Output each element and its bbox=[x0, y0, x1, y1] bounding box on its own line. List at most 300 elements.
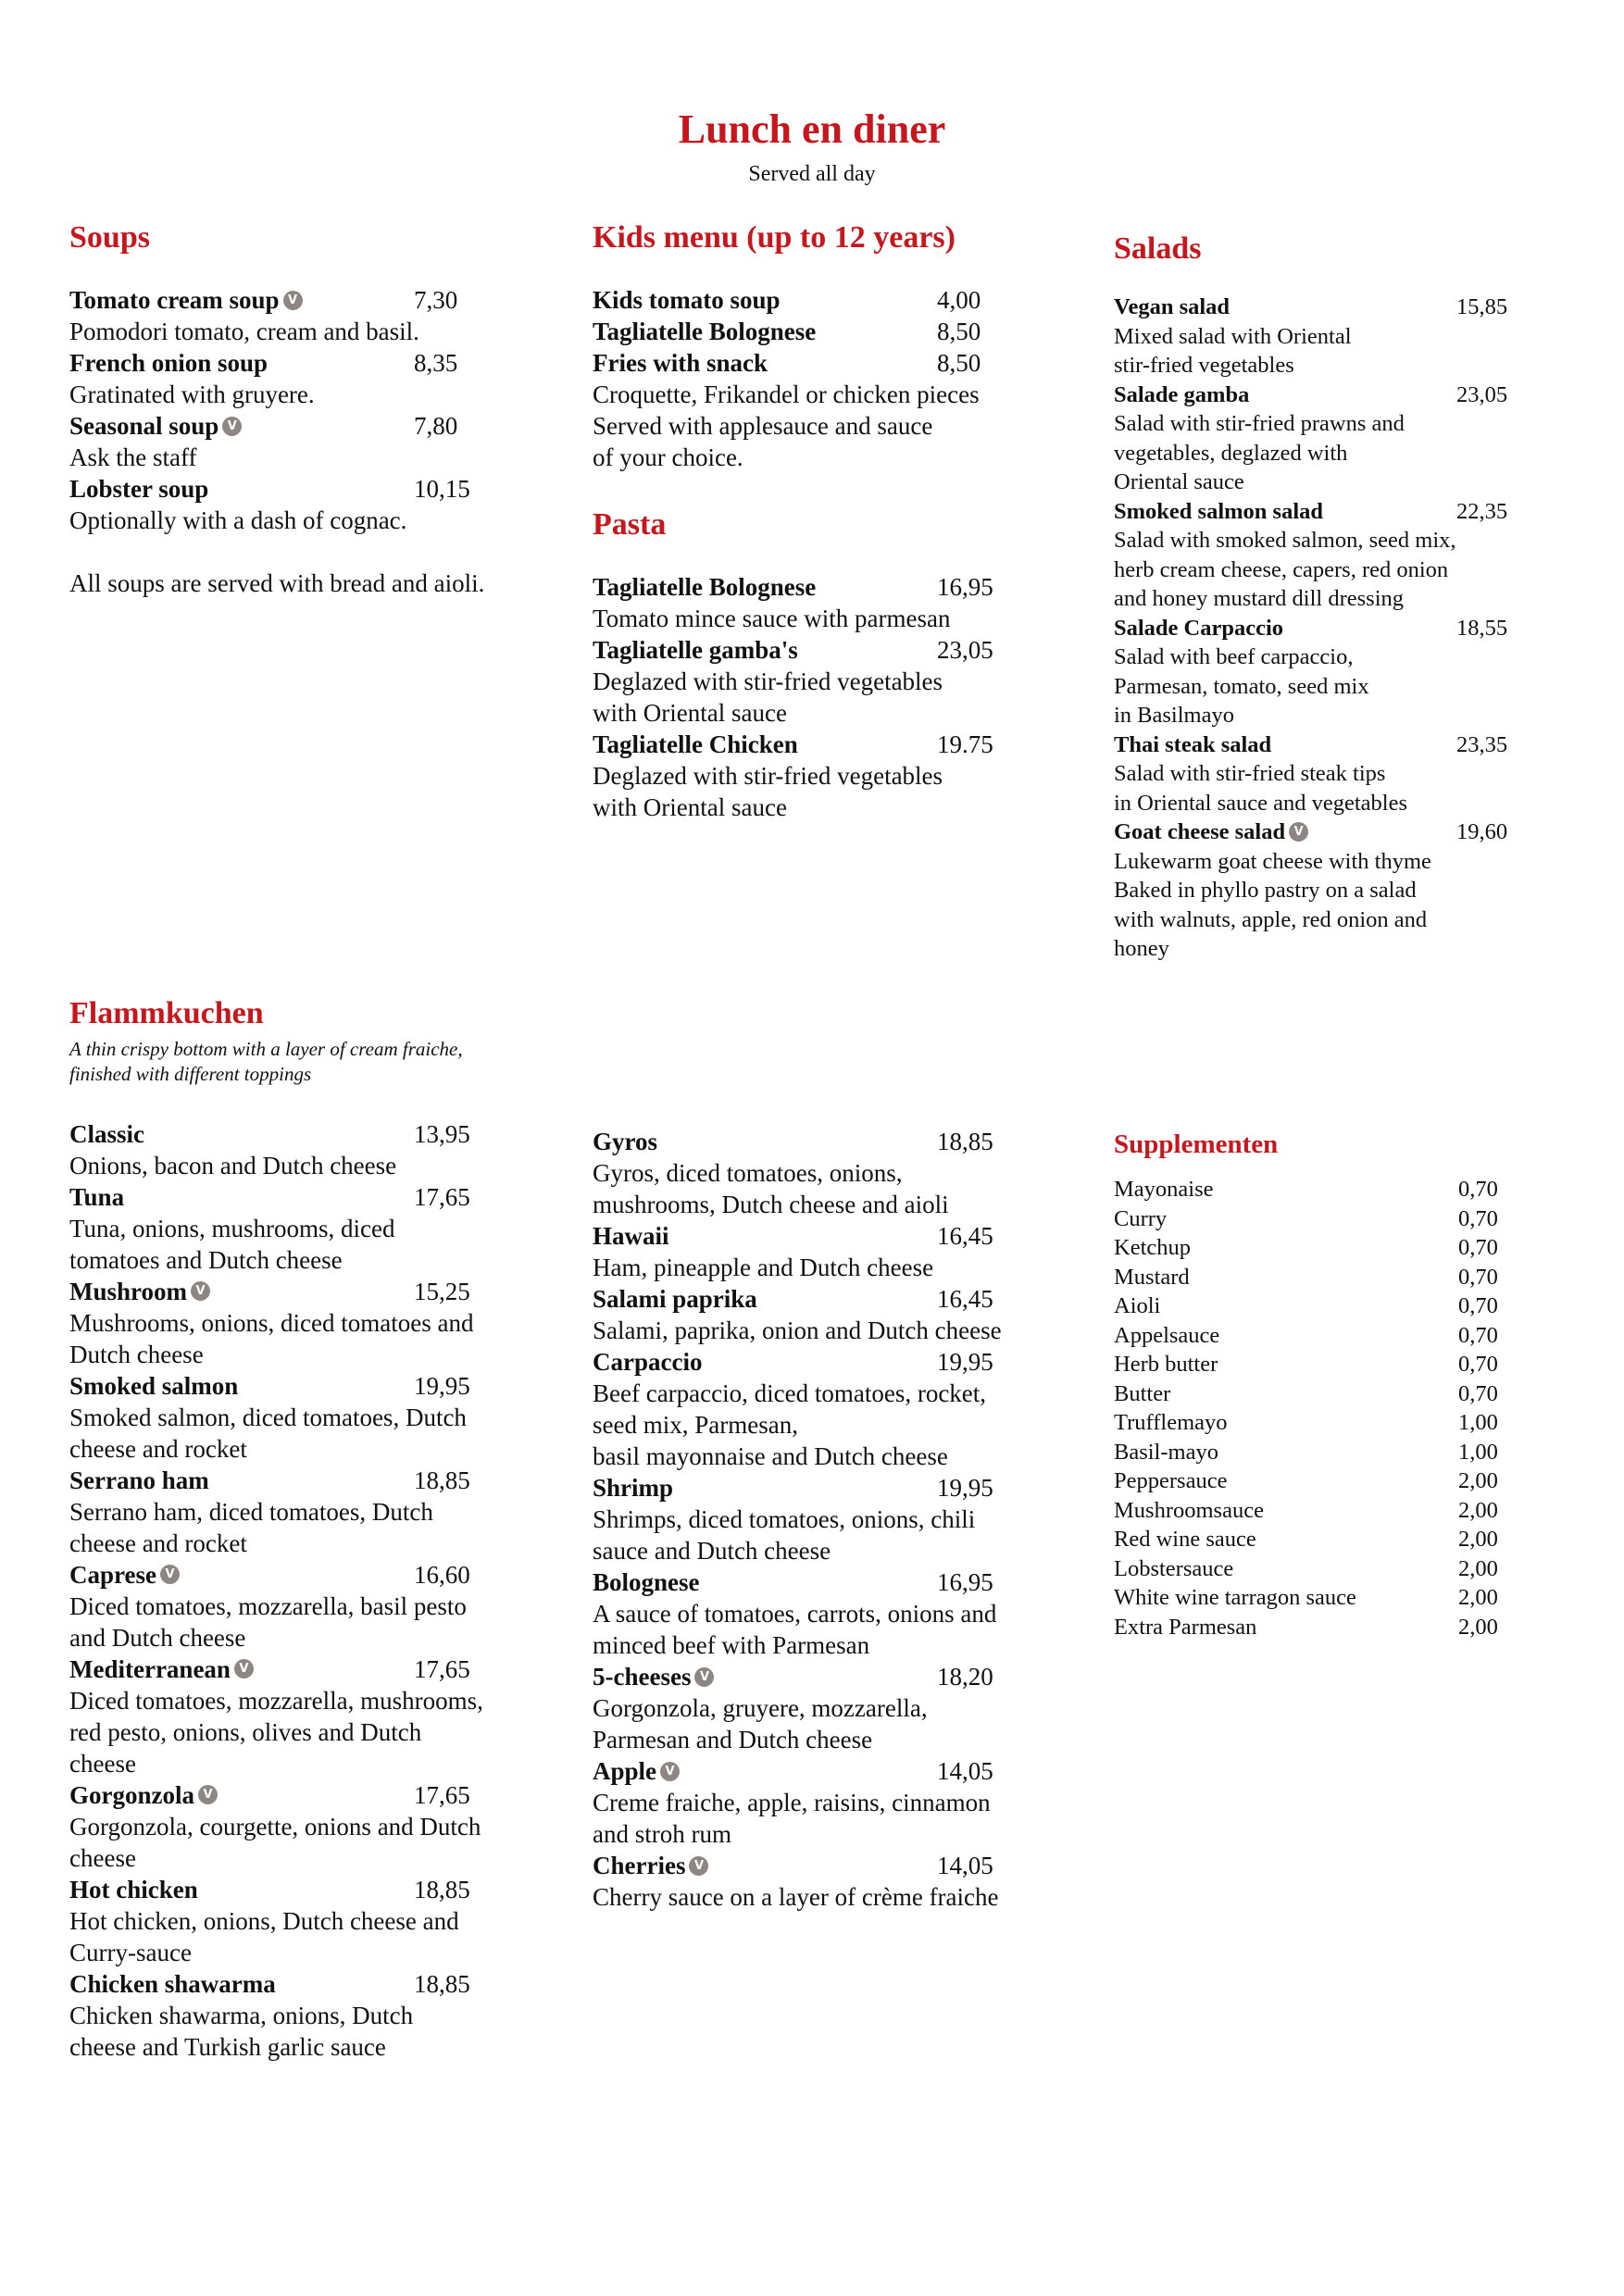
supplement-price: 0,70 bbox=[1458, 1293, 1498, 1318]
dish-description: Pomodori tomato, cream and basil. bbox=[69, 318, 419, 345]
dish-price: 17,65 bbox=[414, 1182, 470, 1211]
flammkuchen-intro bbox=[69, 1037, 569, 1088]
salads-heading: Salads bbox=[1114, 231, 1202, 266]
menu-item bbox=[69, 347, 551, 410]
soups-list bbox=[69, 284, 551, 536]
menu-item bbox=[593, 347, 1074, 473]
dish-description: Gorgonzola, gruyere, mozzarella, bbox=[593, 1694, 928, 1722]
dish-description: Ask the staff bbox=[69, 443, 197, 471]
menu-item bbox=[69, 1181, 569, 1276]
dish-price: 23,05 bbox=[1456, 381, 1508, 407]
flammkuchen-section bbox=[69, 998, 569, 2063]
menu-item-row bbox=[1114, 614, 1577, 643]
supplement-item bbox=[1114, 1350, 1577, 1379]
dish-price: 16,45 bbox=[937, 1222, 993, 1250]
pasta-list bbox=[593, 571, 1074, 823]
dish-description: Salad with smoked salmon, seed mix, bbox=[1114, 528, 1456, 553]
supplement-name: Aioli bbox=[1114, 1293, 1161, 1318]
menu-item bbox=[593, 1566, 1093, 1661]
supplement-item bbox=[1114, 1204, 1577, 1234]
menu-item-row bbox=[593, 1850, 1093, 1881]
vegetarian-icon: V bbox=[234, 1659, 254, 1678]
dish-description: Salad with stir-fried steak tips bbox=[1114, 761, 1386, 786]
flammkuchen-section-continued bbox=[593, 1126, 1093, 1913]
menu-item-row bbox=[593, 729, 1074, 760]
dish-description: Salad with stir-fried prawns and bbox=[1114, 411, 1405, 436]
kids-section bbox=[593, 222, 1074, 473]
menu-item-row bbox=[1114, 1583, 1577, 1613]
supplement-item bbox=[1114, 1233, 1577, 1263]
supplement-name: Basil-mayo bbox=[1114, 1439, 1218, 1465]
dish-price: 18,85 bbox=[937, 1128, 993, 1155]
menu-item-row bbox=[593, 571, 1074, 603]
dish-price: 15,25 bbox=[414, 1277, 470, 1305]
dish-name: Cherries bbox=[593, 1852, 686, 1879]
dish-price: 17,65 bbox=[414, 1654, 470, 1683]
dish-description: seed mix, Parmesan, bbox=[593, 1411, 798, 1439]
dish-description: Gratinated with gruyere. bbox=[69, 381, 315, 408]
menu-item bbox=[69, 473, 551, 536]
menu-item-row bbox=[593, 1220, 1093, 1252]
dish-description: Shrimps, diced tomatoes, onions, chili bbox=[593, 1505, 976, 1533]
dish-name: Tagliatelle Chicken bbox=[593, 730, 798, 758]
menu-item-row bbox=[593, 1283, 1093, 1315]
menu-item bbox=[1114, 381, 1577, 497]
menu-item-row bbox=[593, 284, 1074, 316]
supplement-price: 0,70 bbox=[1458, 1205, 1498, 1231]
supplement-item bbox=[1114, 1408, 1577, 1438]
dish-description: Mushrooms, onions, diced tomatoes and bbox=[69, 1308, 474, 1337]
dish-price: 16,45 bbox=[937, 1285, 993, 1313]
menu-item-row bbox=[69, 1370, 569, 1402]
menu-item-row bbox=[1114, 730, 1577, 760]
dish-description: herb cream cheese, capers, red onion bbox=[1114, 556, 1449, 582]
menu-item-row bbox=[1114, 1379, 1577, 1409]
supplement-price: 2,00 bbox=[1458, 1614, 1498, 1640]
menu-item-row bbox=[1114, 1233, 1577, 1263]
menu-item-row bbox=[1114, 1613, 1577, 1642]
dish-description: Chicken shawarma, onions, Dutch bbox=[69, 2001, 414, 2029]
dish-description: Smoked salmon, diced tomatoes, Dutch bbox=[69, 1403, 467, 1431]
dish-description: Diced tomatoes, mozzarella, mushrooms, bbox=[69, 1686, 483, 1715]
vegetarian-icon: V bbox=[191, 1281, 210, 1301]
dish-price: 18,20 bbox=[937, 1663, 993, 1691]
menu-item bbox=[593, 284, 1074, 316]
menu-item-row bbox=[1114, 1350, 1577, 1379]
dish-price: 7,80 bbox=[414, 412, 458, 440]
menu-item-row bbox=[1114, 1496, 1577, 1526]
dish-description: A sauce of tomatoes, carrots, onions and bbox=[593, 1600, 997, 1628]
dish-description: cheese bbox=[69, 1749, 136, 1778]
menu-item-row bbox=[69, 284, 551, 316]
dish-name: Salade Carpaccio bbox=[1114, 615, 1284, 641]
supplement-item bbox=[1114, 1438, 1577, 1467]
supplement-name: Herb butter bbox=[1114, 1352, 1218, 1377]
menu-item-row bbox=[69, 473, 551, 505]
supplement-price: 0,70 bbox=[1458, 1352, 1498, 1377]
dish-description: red pesto, onions, olives and Dutch bbox=[69, 1717, 422, 1746]
dish-name: Classic bbox=[69, 1119, 144, 1148]
dish-description: Onions, bacon and Dutch cheese bbox=[69, 1151, 397, 1179]
dish-description: Optionally with a dash of cognac. bbox=[69, 506, 407, 534]
dish-name: Carpaccio bbox=[593, 1348, 703, 1376]
pasta-heading: Pasta bbox=[593, 507, 667, 542]
dish-name: 5-cheeses bbox=[593, 1663, 692, 1691]
menu-item-row bbox=[1114, 293, 1577, 322]
supplement-name: Red wine sauce bbox=[1114, 1527, 1256, 1552]
dish-description: Beef carpaccio, diced tomatoes, rocket, bbox=[593, 1379, 987, 1407]
flammkuchen-heading: Flammkuchen bbox=[69, 996, 264, 1030]
dish-name: Tuna bbox=[69, 1182, 125, 1211]
dish-description: Mixed salad with Oriental bbox=[1114, 323, 1352, 349]
menu-item bbox=[1114, 497, 1577, 614]
supplement-price: 2,00 bbox=[1458, 1497, 1498, 1523]
supplement-price: 0,70 bbox=[1458, 1322, 1498, 1348]
dish-price: 8,50 bbox=[937, 349, 981, 377]
dish-price: 10,15 bbox=[414, 475, 470, 503]
menu-item-row bbox=[593, 1126, 1093, 1157]
dish-description: Cherry sauce on a layer of crème fraiche bbox=[593, 1883, 999, 1911]
menu-item-row bbox=[593, 1566, 1093, 1598]
dish-name: Hot chicken bbox=[69, 1875, 198, 1903]
menu-item bbox=[593, 1661, 1093, 1755]
supplement-name: Curry bbox=[1114, 1205, 1168, 1231]
menu-item bbox=[593, 1472, 1093, 1566]
dish-description: and Dutch cheese bbox=[69, 1623, 246, 1652]
menu-item bbox=[69, 410, 551, 473]
supplement-name: Butter bbox=[1114, 1380, 1171, 1406]
supplement-name: Appelsauce bbox=[1114, 1322, 1220, 1348]
dish-name: Hawaii bbox=[593, 1222, 669, 1250]
dish-price: 23,35 bbox=[1456, 731, 1508, 757]
soups-section bbox=[69, 222, 551, 599]
menu-item-row bbox=[1114, 817, 1577, 847]
supplement-price: 0,70 bbox=[1458, 1177, 1498, 1202]
menu-item bbox=[69, 1370, 569, 1465]
dish-name: Tagliatelle Bolognese bbox=[593, 318, 817, 345]
dish-price: 18,55 bbox=[1456, 615, 1508, 641]
menu-item bbox=[593, 634, 1074, 729]
dish-name: Vegan salad bbox=[1114, 294, 1230, 319]
dish-name: Serrano ham bbox=[69, 1466, 209, 1494]
dish-name: Gyros bbox=[593, 1128, 658, 1155]
salads-section bbox=[1114, 233, 1577, 964]
flammkuchen-list-mid bbox=[593, 1126, 1093, 1913]
dish-price: 8,35 bbox=[414, 349, 458, 377]
menu-item-row bbox=[69, 1276, 569, 1307]
vegetarian-icon: V bbox=[283, 291, 303, 310]
supplement-name: Trufflemayo bbox=[1114, 1410, 1228, 1435]
dish-description: Creme fraiche, apple, raisins, cinnamon bbox=[593, 1789, 991, 1816]
menu-item bbox=[593, 1755, 1093, 1850]
dish-name: Chicken shawarma bbox=[69, 1969, 276, 1998]
menu-item-row bbox=[1114, 1204, 1577, 1234]
soups-note: All soups are served with bread and aioli. bbox=[69, 569, 485, 597]
supplement-name: Mustard bbox=[1114, 1264, 1190, 1290]
supplement-name: Extra Parmesan bbox=[1114, 1614, 1257, 1640]
menu-item-row bbox=[69, 347, 551, 379]
menu-item-row bbox=[69, 1181, 569, 1213]
dish-description: Ham, pineapple and Dutch cheese bbox=[593, 1254, 934, 1281]
kids-list bbox=[593, 284, 1074, 473]
supplement-item bbox=[1114, 1292, 1577, 1321]
menu-item bbox=[1114, 730, 1577, 818]
dish-name: Tagliatelle gamba's bbox=[593, 636, 798, 664]
dish-description: Deglazed with stir-fried vegetables bbox=[593, 762, 943, 790]
dish-description: Gyros, diced tomatoes, onions, bbox=[593, 1159, 903, 1187]
menu-item bbox=[69, 1118, 569, 1181]
dish-name: Apple bbox=[593, 1757, 657, 1785]
dish-price: 19,95 bbox=[937, 1474, 993, 1502]
dish-description: with Oriental sauce bbox=[593, 793, 787, 821]
dish-price: 19,95 bbox=[414, 1371, 470, 1400]
dish-description: Hot chicken, onions, Dutch cheese and bbox=[69, 1906, 459, 1935]
menu-item-row bbox=[1114, 1408, 1577, 1438]
dish-name: Salami paprika bbox=[593, 1285, 757, 1313]
menu-item bbox=[1114, 293, 1577, 381]
menu-item bbox=[69, 284, 551, 347]
dish-description: cheese and rocket bbox=[69, 1529, 247, 1557]
flammkuchen-list-left bbox=[69, 1118, 569, 2063]
dish-name: Bolognese bbox=[593, 1568, 700, 1596]
dish-name: Kids tomato soup bbox=[593, 286, 781, 314]
vegetarian-icon: V bbox=[160, 1565, 180, 1584]
menu-item-row bbox=[1114, 497, 1577, 527]
soups-heading: Soups bbox=[69, 220, 150, 255]
dish-description: Tomato mince sauce with parmesan bbox=[593, 605, 951, 632]
dish-price: 16,95 bbox=[937, 1568, 993, 1596]
dish-description: Tuna, onions, mushrooms, diced bbox=[69, 1214, 395, 1242]
dish-price: 8,50 bbox=[937, 318, 981, 345]
dish-price: 18,85 bbox=[414, 1466, 470, 1494]
dish-description: Deglazed with stir-fried vegetables bbox=[593, 668, 943, 695]
salads-list bbox=[1114, 293, 1577, 964]
dish-name: Tagliatelle Bolognese bbox=[593, 573, 817, 601]
dish-price: 17,65 bbox=[414, 1780, 470, 1809]
supplement-name: Lobstersauce bbox=[1114, 1555, 1234, 1581]
dish-price: 19,95 bbox=[937, 1348, 993, 1376]
dish-price: 16,60 bbox=[414, 1560, 470, 1589]
menu-item-row bbox=[593, 634, 1074, 666]
menu-item bbox=[593, 571, 1074, 634]
vegetarian-icon: V bbox=[694, 1667, 714, 1687]
menu-item-row bbox=[1114, 1438, 1577, 1467]
menu-item-row bbox=[593, 1661, 1093, 1692]
menu-item-row bbox=[593, 1346, 1093, 1378]
menu-item-row bbox=[1114, 381, 1577, 410]
menu-item-row bbox=[1114, 1292, 1577, 1321]
dish-price: 18,85 bbox=[414, 1875, 470, 1903]
menu-item-row bbox=[69, 1653, 569, 1685]
dish-name: Caprese bbox=[69, 1560, 156, 1589]
supplements-list bbox=[1114, 1175, 1577, 1641]
dish-name: Smoked salmon bbox=[69, 1371, 239, 1400]
menu-item-row bbox=[1114, 1263, 1577, 1292]
supplement-price: 0,70 bbox=[1458, 1380, 1498, 1406]
menu-item-row bbox=[1114, 1175, 1577, 1204]
dish-description: stir-fried vegetables bbox=[1114, 353, 1294, 378]
dish-description: Oriental sauce bbox=[1114, 469, 1244, 494]
menu-item bbox=[69, 1968, 569, 2063]
dish-name: Goat cheese salad bbox=[1114, 819, 1286, 844]
menu-item-row bbox=[69, 1559, 569, 1591]
supplement-price: 0,70 bbox=[1458, 1235, 1498, 1260]
menu-item-row bbox=[593, 347, 1074, 379]
dish-description: Dutch cheese bbox=[69, 1340, 204, 1368]
dish-name: Salade gamba bbox=[1114, 381, 1250, 407]
dish-description: Diced tomatoes, mozzarella, basil pesto bbox=[69, 1591, 467, 1620]
dish-price: 23,05 bbox=[937, 636, 993, 664]
menu-item-row bbox=[593, 1755, 1093, 1787]
dish-description: honey bbox=[1114, 936, 1169, 961]
menu-item bbox=[69, 1559, 569, 1653]
menu-item-row bbox=[69, 1465, 569, 1496]
supplement-item bbox=[1114, 1496, 1577, 1526]
dish-description: sauce and Dutch cheese bbox=[593, 1537, 831, 1565]
supplement-item bbox=[1114, 1525, 1577, 1554]
menu-item bbox=[69, 1779, 569, 1874]
menu-item bbox=[1114, 614, 1577, 730]
dish-description: in Oriental sauce and vegetables bbox=[1114, 790, 1408, 816]
dish-price: 4,00 bbox=[937, 286, 981, 314]
menu-item-row bbox=[593, 316, 1074, 347]
menu-item-row bbox=[1114, 1525, 1577, 1554]
dish-price: 14,05 bbox=[937, 1757, 993, 1785]
menu-item bbox=[593, 1220, 1093, 1283]
supplement-price: 0,70 bbox=[1458, 1264, 1498, 1290]
menu-item bbox=[593, 316, 1074, 347]
dish-description: Parmesan, tomato, seed mix bbox=[1114, 673, 1369, 699]
menu-item-row bbox=[593, 1472, 1093, 1504]
dish-description: Salami, paprika, onion and Dutch cheese bbox=[593, 1316, 1002, 1344]
dish-name: Thai steak salad bbox=[1114, 731, 1272, 757]
page-title: Lunch en diner bbox=[678, 106, 946, 152]
menu-item bbox=[593, 1126, 1093, 1220]
dish-price: 15,85 bbox=[1456, 294, 1508, 319]
dish-description: and stroh rum bbox=[593, 1820, 731, 1848]
vegetarian-icon: V bbox=[1289, 822, 1308, 842]
vegetarian-icon: V bbox=[222, 417, 242, 436]
menu-item bbox=[593, 1850, 1093, 1913]
dish-description: Croquette, Frikandel or chicken pieces bbox=[593, 381, 980, 408]
vegetarian-icon: V bbox=[660, 1762, 680, 1781]
menu-item-row bbox=[69, 1779, 569, 1811]
menu-item bbox=[1114, 817, 1577, 964]
supplement-price: 2,00 bbox=[1458, 1555, 1498, 1581]
dish-description: Served with applesauce and sauce bbox=[593, 412, 933, 440]
dish-name: Fries with snack bbox=[593, 349, 768, 377]
dish-name: Lobster soup bbox=[69, 475, 209, 503]
supplement-item bbox=[1114, 1379, 1577, 1409]
dish-name: Smoked salmon salad bbox=[1114, 498, 1324, 524]
dish-description: vegetables, deglazed with bbox=[1114, 440, 1348, 466]
dish-description: mushrooms, Dutch cheese and aioli bbox=[593, 1191, 949, 1218]
dish-description: Curry-sauce bbox=[69, 1938, 192, 1966]
dish-name: Shrimp bbox=[593, 1474, 674, 1502]
dish-description: with Oriental sauce bbox=[593, 699, 787, 727]
dish-price: 19,60 bbox=[1456, 819, 1508, 844]
supplement-name: Mayonaise bbox=[1114, 1177, 1214, 1202]
vegetarian-icon: V bbox=[198, 1785, 218, 1804]
menu-item-row bbox=[69, 1118, 569, 1150]
supplement-item bbox=[1114, 1175, 1577, 1204]
supplement-item bbox=[1114, 1583, 1577, 1613]
supplement-name: Ketchup bbox=[1114, 1235, 1191, 1260]
menu-item bbox=[593, 1346, 1093, 1472]
dish-price: 19.75 bbox=[937, 730, 993, 758]
menu-item bbox=[69, 1276, 569, 1370]
dish-price: 13,95 bbox=[414, 1119, 470, 1148]
dish-description: basil mayonnaise and Dutch cheese bbox=[593, 1442, 948, 1470]
dish-price: 14,05 bbox=[937, 1852, 993, 1879]
menu-item bbox=[69, 1653, 569, 1779]
menu-item-row bbox=[69, 410, 551, 442]
menu-item-row bbox=[69, 1968, 569, 2000]
supplements-section bbox=[1114, 1131, 1577, 1641]
supplement-item bbox=[1114, 1466, 1577, 1496]
supplement-price: 2,00 bbox=[1458, 1527, 1498, 1552]
menu-item-row bbox=[1114, 1466, 1577, 1496]
supplement-item bbox=[1114, 1554, 1577, 1584]
dish-price: 18,85 bbox=[414, 1969, 470, 1998]
dish-description: Serrano ham, diced tomatoes, Dutch bbox=[69, 1497, 433, 1526]
dish-name: Mediterranean bbox=[69, 1654, 231, 1683]
dish-description: with walnuts, apple, red onion and bbox=[1114, 906, 1428, 932]
menu-item bbox=[69, 1465, 569, 1559]
pasta-section bbox=[593, 509, 1074, 823]
supplement-price: 2,00 bbox=[1458, 1468, 1498, 1493]
dish-description: in Basilmayo bbox=[1114, 703, 1234, 728]
page-subtitle: Served all day bbox=[748, 162, 876, 186]
menu-item bbox=[69, 1874, 569, 1968]
supplement-price: 1,00 bbox=[1458, 1439, 1498, 1465]
dish-description: Lukewarm goat cheese with thyme bbox=[1114, 848, 1431, 874]
flammkuchen-intro-line: A thin crispy bottom with a layer of cream fraiche, bbox=[69, 1038, 463, 1060]
vegetarian-icon: V bbox=[689, 1856, 708, 1876]
supplement-price: 2,00 bbox=[1458, 1585, 1498, 1610]
supplement-item bbox=[1114, 1613, 1577, 1642]
dish-description: cheese and Turkish garlic sauce bbox=[69, 2032, 386, 2061]
kids-heading: Kids menu (up to 12 years) bbox=[593, 220, 956, 255]
dish-name: Mushroom bbox=[69, 1277, 188, 1305]
dish-description: minced beef with Parmesan bbox=[593, 1631, 870, 1659]
supplement-item bbox=[1114, 1321, 1577, 1351]
menu-item bbox=[593, 1283, 1093, 1346]
dish-description: Salad with beef carpaccio, bbox=[1114, 644, 1354, 669]
menu-item bbox=[593, 729, 1074, 823]
flammkuchen-intro-line: finished with different toppings bbox=[69, 1063, 312, 1086]
dish-description: tomatoes and Dutch cheese bbox=[69, 1245, 343, 1274]
dish-price: 16,95 bbox=[937, 573, 993, 601]
dish-description: Parmesan and Dutch cheese bbox=[593, 1726, 873, 1753]
dish-price: 22,35 bbox=[1456, 498, 1508, 524]
supplement-name: White wine tarragon sauce bbox=[1114, 1585, 1356, 1610]
dish-name: Tomato cream soup bbox=[69, 286, 280, 314]
dish-description: Baked in phyllo pastry on a salad bbox=[1114, 878, 1417, 903]
supplements-heading: Supplementen bbox=[1114, 1129, 1279, 1159]
menu-item-row bbox=[69, 1874, 569, 1905]
menu-item-row bbox=[1114, 1321, 1577, 1351]
dish-description: and honey mustard dill dressing bbox=[1114, 586, 1405, 611]
dish-name: Gorgonzola bbox=[69, 1780, 194, 1809]
supplement-price: 1,00 bbox=[1458, 1410, 1498, 1435]
dish-price: 7,30 bbox=[414, 286, 458, 314]
supplement-item bbox=[1114, 1263, 1577, 1292]
dish-name: Seasonal soup bbox=[69, 412, 219, 440]
dish-description: Gorgonzola, courgette, onions and Dutch bbox=[69, 1812, 481, 1841]
dish-description: cheese and rocket bbox=[69, 1434, 247, 1463]
dish-description: of your choice. bbox=[593, 443, 743, 471]
